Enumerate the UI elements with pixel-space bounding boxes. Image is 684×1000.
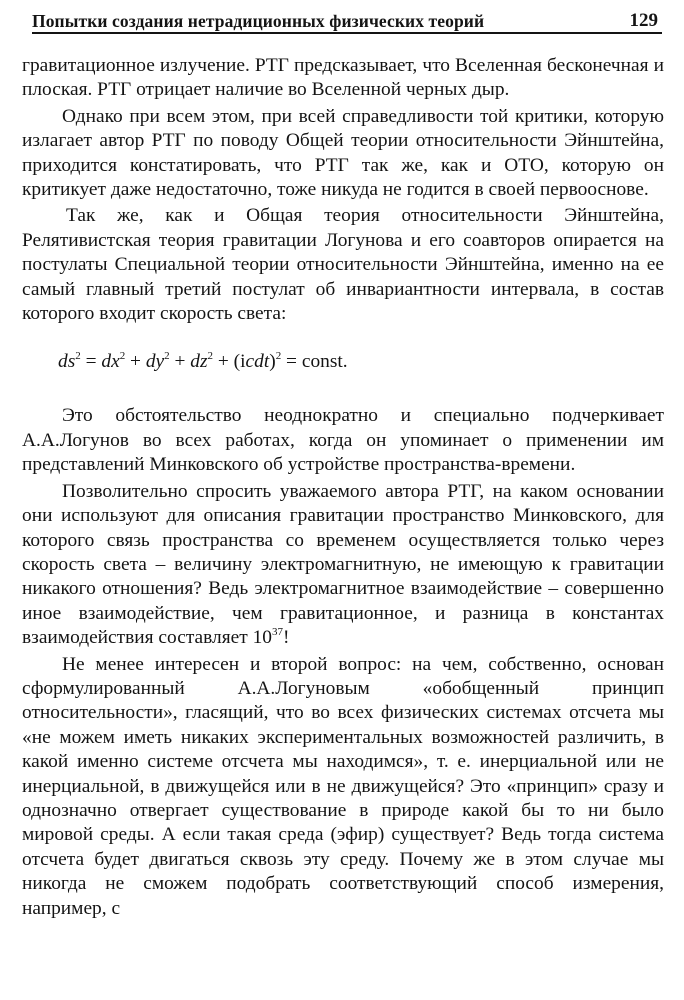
- header-title: Попытки создания нетрадиционных физических теорий: [32, 11, 485, 31]
- paragraph-5-text: Позволительно спросить уважаемого автора РТГ, на каком основании они используют для описания гравитации пространство Минковского, для которого связь пространства со временем осуществляется только через скорость света – величину электромагнитную, не имеющую к гравитации никакого отношения? Ведь электромагнитное взаимодействие – совершенно иное взаимодействие, чем гравитационное, и разница в константах взаимодействия составляет 10: [22, 480, 664, 649]
- paragraph-1: гравитационное излучение. РТГ предсказывает, что Вселенная бесконечная и плоская. РТГ отрицает наличие во Вселенной черных дыр.: [22, 55, 664, 101]
- formula-cdt: cdt: [245, 351, 270, 373]
- formula-dz: dz: [190, 351, 208, 373]
- formula-plus-3: + (i: [213, 351, 246, 373]
- paragraph-6: Не менее интересен и второй вопрос: на чем, собственно, основан сформулированный А.А.Логуновым «обобщенный принцип относительности», гласящий, что во всех физических системах отсчета мы «не можем иметь никаких экспериментальных возможностей различить, в какой именно системе отсчета мы находимся», т. е. инерциальной или не инерциальной, в движущейся или в не движущейся? Это «принцип» сразу и однозначно отвергает существование в природе какой бы то ни было мировой среды. А если такая среда (эфир) существует? Ведь тогда система отсчета будет двигаться сквозь эту среду. Почему же в этом случае мы никогда не сможем подобрать соответствующий способ измерения, например, с: [22, 653, 664, 919]
- formula-cdt-exp: 2: [275, 350, 282, 362]
- page-number: 129: [629, 10, 658, 31]
- formula-rhs: = const.: [281, 351, 348, 373]
- formula-ds: ds: [58, 351, 76, 373]
- paragraph-2: Однако при всем этом, при всей справедливости той критики, которую излагает автор РТГ по поводу Общей теории относительности Эйнштейна, приходится констатировать, что РТГ так же, как и ОТО, которую он критикует даже недостаточно, тоже никуда не годится в своей первооснове.: [22, 105, 664, 201]
- paragraph-5: [22, 480, 664, 651]
- body-text: [22, 54, 664, 921]
- formula-ds-exp: 2: [75, 350, 81, 362]
- formula-dz-exp: 2: [207, 350, 214, 362]
- constant-ratio-exponent: 37: [271, 625, 283, 638]
- formula-plus-2: +: [169, 351, 191, 373]
- formula-plus-1: +: [125, 351, 146, 373]
- paragraph-3: Так же, как и Общая теория относительности Эйнштейна, Релятивистская теория гравитации Логунова и его соавторов опирается на постулаты Специальной теории относительности Эйнштейна, именно на ее самый главный третий постулат об инвариантности интервала, в состав которого входит скорость света:: [22, 205, 664, 325]
- formula-dx-exp: 2: [119, 350, 126, 362]
- interval-formula: [58, 350, 664, 374]
- running-header: [32, 6, 662, 34]
- formula-dy-exp: 2: [164, 350, 170, 362]
- formula-eq: =: [80, 351, 102, 373]
- paragraph-5-end: !: [282, 627, 290, 649]
- formula-dy: dy: [145, 351, 165, 373]
- formula-close: ): [269, 351, 276, 373]
- paragraph-4: Это обстоятельство неоднократно и специально подчеркивает А.А.Логунов во всех работах, когда он упоминает о применении им представлений Минковского об устройстве пространства-времени.: [22, 405, 664, 476]
- formula-dx: dx: [101, 351, 120, 373]
